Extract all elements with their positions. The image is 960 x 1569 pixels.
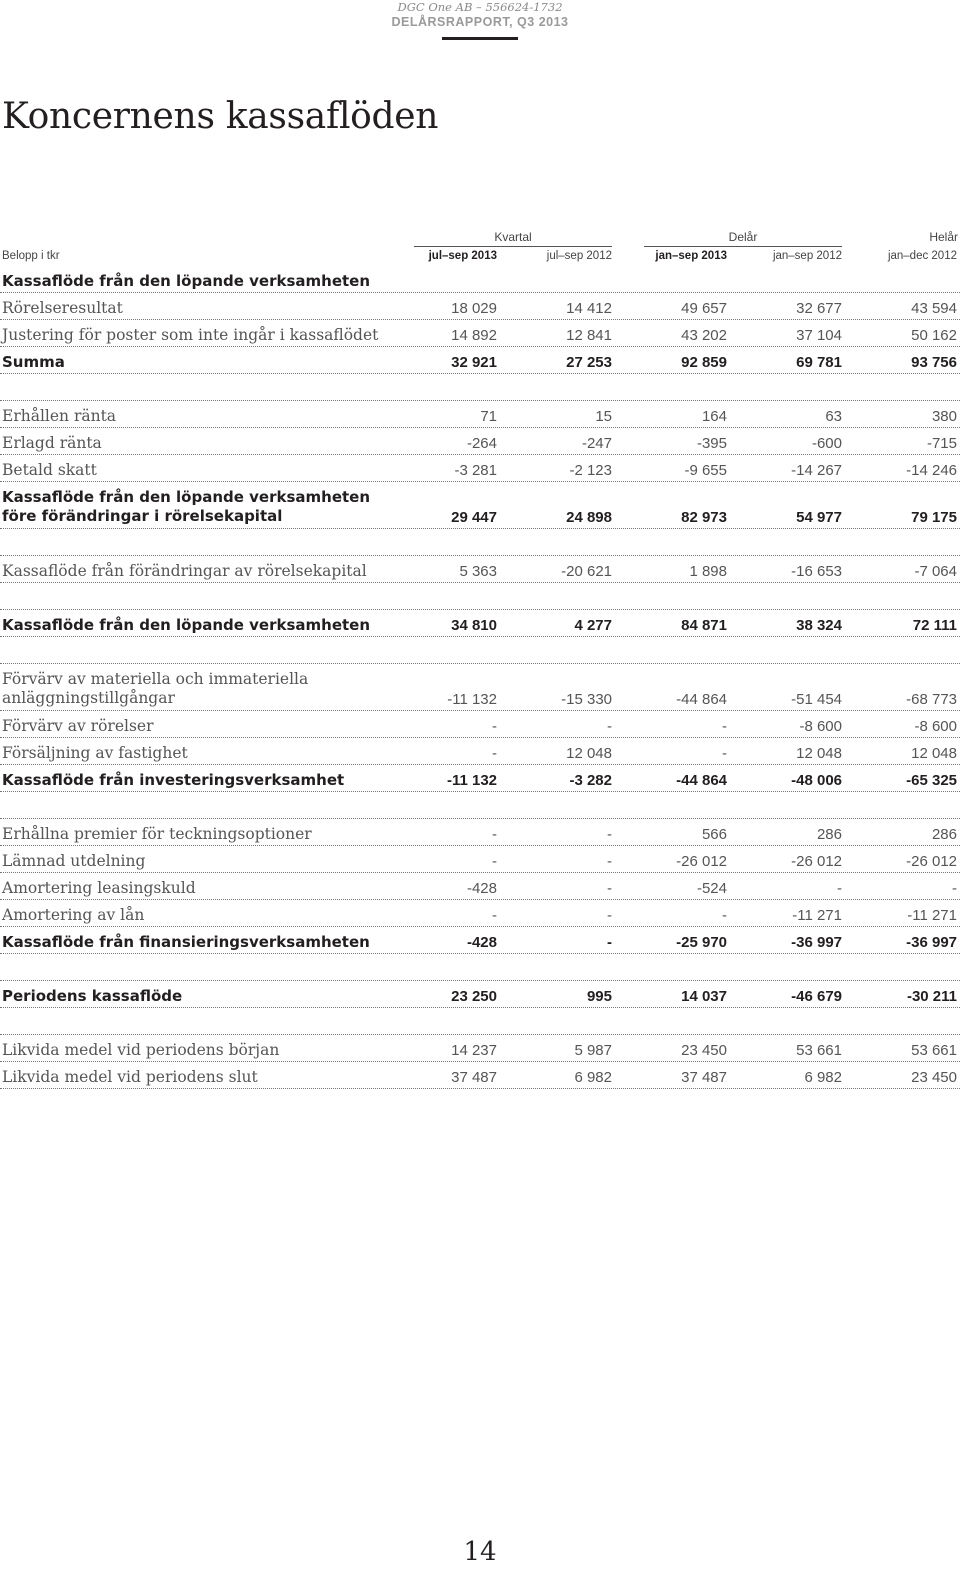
cell-c5: 72 111	[912, 617, 957, 634]
cell-c4: 63	[825, 408, 842, 425]
cell-c2: 24 898	[566, 509, 612, 526]
table-row	[0, 482, 960, 529]
group-delar: Delår	[644, 230, 842, 247]
column-headers	[0, 250, 960, 266]
row-label: Justering för poster som inte ingår i kassaflödet	[2, 326, 379, 344]
row-label: Amortering av lån	[2, 906, 145, 924]
cell-c2: -15 330	[561, 691, 612, 708]
cell-c2: -	[607, 880, 612, 897]
cell-c4: -600	[811, 435, 842, 452]
cell-c5: 43 594	[911, 300, 957, 317]
cell-c2: -	[607, 934, 612, 951]
table-row	[0, 347, 960, 374]
row-label: Erlagd ränta	[2, 434, 102, 452]
cell-c2: 12 841	[566, 327, 612, 344]
cell-c1: 18 029	[451, 300, 497, 317]
col-header-3: jan–sep 2013	[655, 250, 727, 262]
unit-label: Belopp i tkr	[2, 250, 60, 262]
col-header-1: jul–sep 2013	[428, 250, 497, 262]
cell-c4: -48 006	[791, 772, 842, 789]
cell-c4: 286	[816, 826, 842, 843]
column-groups	[0, 230, 960, 250]
cell-c2: 6 982	[574, 1069, 612, 1086]
cell-c2: -	[607, 718, 612, 735]
cell-c4: -	[837, 880, 842, 897]
cell-c2: -20 621	[561, 563, 612, 580]
row-label: Summa	[2, 353, 65, 371]
cell-c3: -	[722, 718, 727, 735]
cell-c3: -44 864	[676, 772, 727, 789]
page-header	[0, 0, 960, 40]
cell-c5: 286	[931, 826, 957, 843]
table-row	[0, 1062, 960, 1089]
cell-c1: -264	[466, 435, 497, 452]
table-row	[0, 765, 960, 792]
cell-c4: 32 677	[796, 300, 842, 317]
row-label: Kassaflöde från investeringsverksamhet	[2, 771, 345, 789]
cell-c3: 37 487	[681, 1069, 727, 1086]
cell-c3: 49 657	[681, 300, 727, 317]
cell-c4: 38 324	[796, 617, 842, 634]
cell-c5: -8 600	[914, 718, 957, 735]
cell-c3: 566	[701, 826, 727, 843]
cell-c3: -26 012	[676, 853, 727, 870]
cell-c1: -	[492, 826, 497, 843]
table-row	[0, 738, 960, 765]
cell-c5: 50 162	[911, 327, 957, 344]
table-spacer	[0, 374, 960, 401]
table-row	[0, 556, 960, 583]
row-label: Amortering leasingskuld	[2, 879, 196, 897]
table-row	[0, 819, 960, 846]
cell-c1: 37 487	[451, 1069, 497, 1086]
cell-c4: 54 977	[796, 509, 842, 526]
cell-c2: -3 282	[569, 772, 612, 789]
cell-c1: -	[492, 853, 497, 870]
cell-c5: 23 450	[911, 1069, 957, 1086]
cell-c1: -11 132	[447, 691, 497, 708]
cell-c4: 12 048	[796, 745, 842, 762]
table-row	[0, 846, 960, 873]
cell-c1: 23 250	[451, 988, 497, 1005]
table-spacer	[0, 954, 960, 981]
cell-c5: -	[952, 880, 957, 897]
cell-c5: -68 773	[906, 691, 957, 708]
cell-c4: 53 661	[796, 1042, 842, 1059]
row-label: Kassaflöde från finansieringsverksamheten	[2, 933, 370, 951]
cell-c3: -	[722, 745, 727, 762]
cell-c3: -	[722, 907, 727, 924]
row-label: Lämnad utdelning	[2, 852, 146, 870]
group-helar: Helår	[929, 230, 958, 244]
cell-c5: -36 997	[906, 934, 957, 951]
table-row	[0, 401, 960, 428]
row-label: Likvida medel vid periodens början	[2, 1041, 280, 1059]
cell-c2: -2 123	[569, 462, 612, 479]
cell-c1: 29 447	[451, 509, 497, 526]
cell-c5: 53 661	[911, 1042, 957, 1059]
cell-c3: 23 450	[681, 1042, 727, 1059]
cell-c5: -14 246	[906, 462, 957, 479]
cell-c4: -51 454	[791, 691, 842, 708]
row-label: Betald skatt	[2, 461, 97, 479]
cell-c4: -16 653	[791, 563, 842, 580]
page-title: Koncernens kassaflöden	[2, 96, 439, 137]
row-label: Förvärv av materiella och immateriella anläggningstillgångar	[2, 670, 309, 707]
table-row	[0, 266, 960, 293]
cell-c4: -11 271	[792, 907, 842, 924]
cell-c2: -	[607, 826, 612, 843]
cell-c1: 5 363	[459, 563, 497, 580]
cell-c2: -247	[581, 435, 612, 452]
cell-c4: -46 679	[791, 988, 842, 1005]
cell-c3: -44 864	[676, 691, 727, 708]
cell-c4: -8 600	[799, 718, 842, 735]
table-row	[0, 981, 960, 1008]
cell-c1: 32 921	[451, 354, 497, 371]
cell-c4: -26 012	[791, 853, 842, 870]
cell-c3: -395	[696, 435, 727, 452]
cell-c1: -428	[466, 934, 497, 951]
cell-c2: 15	[595, 408, 612, 425]
cell-c2: 995	[586, 988, 612, 1005]
cell-c3: -524	[696, 880, 727, 897]
table-row	[0, 900, 960, 927]
cell-c4: 6 982	[804, 1069, 842, 1086]
cell-c3: 84 871	[681, 617, 727, 634]
cell-c1: -	[492, 718, 497, 735]
col-header-2: jul–sep 2012	[546, 250, 612, 262]
cell-c1: 14 237	[451, 1042, 497, 1059]
cashflow-table	[0, 266, 960, 1089]
row-label: Kassaflöde från den löpande verksamheten	[2, 616, 371, 634]
cell-c3: -9 655	[684, 462, 727, 479]
cell-c2: 12 048	[566, 745, 612, 762]
cell-c5: 93 756	[911, 354, 957, 371]
cell-c5: -7 064	[914, 563, 957, 580]
row-label: Kassaflöde från den löpande verksamheten	[2, 272, 371, 290]
table-row	[0, 664, 960, 711]
cell-c4: -14 267	[791, 462, 842, 479]
cell-c2: -	[607, 853, 612, 870]
row-label: Försäljning av fastighet	[2, 744, 188, 762]
cell-c1: 14 892	[451, 327, 497, 344]
cell-c3: 164	[701, 408, 727, 425]
cell-c4: 69 781	[796, 354, 842, 371]
cell-c1: -428	[466, 880, 497, 897]
table-row	[0, 428, 960, 455]
table-row	[0, 610, 960, 637]
cell-c5: -11 271	[907, 907, 957, 924]
row-label: Periodens kassaflöde	[2, 987, 183, 1005]
group-kvartal: Kvartal	[414, 230, 612, 247]
cell-c5: -26 012	[906, 853, 957, 870]
cell-c2: -	[607, 907, 612, 924]
row-label: Kassaflöde från den löpande verksamheten före förändringar i rörelsekapital	[2, 488, 371, 525]
cell-c2: 27 253	[566, 354, 612, 371]
cell-c3: 82 973	[681, 509, 727, 526]
cell-c3: 14 037	[681, 988, 727, 1005]
cell-c4: -36 997	[791, 934, 842, 951]
table-row	[0, 711, 960, 738]
cell-c3: 92 859	[681, 354, 727, 371]
table-spacer	[0, 792, 960, 819]
cell-c1: -3 281	[454, 462, 497, 479]
table-row	[0, 455, 960, 482]
table-spacer	[0, 1008, 960, 1035]
cell-c2: 14 412	[566, 300, 612, 317]
cell-c4: 37 104	[796, 327, 842, 344]
table-row	[0, 293, 960, 320]
row-label: Likvida medel vid periodens slut	[2, 1068, 258, 1086]
cell-c5: 79 175	[911, 509, 957, 526]
cell-c5: -65 325	[906, 772, 957, 789]
table-row	[0, 320, 960, 347]
table-row	[0, 1035, 960, 1062]
header-divider	[442, 37, 518, 40]
col-header-5: jan–dec 2012	[887, 250, 957, 262]
cell-c3: -25 970	[676, 934, 727, 951]
report-name: DELÅRSRAPPORT, Q3 2013	[391, 15, 569, 29]
cell-c3: 1 898	[689, 563, 727, 580]
table-row	[0, 927, 960, 954]
page-number: 14	[463, 1537, 497, 1567]
row-label: Erhållen ränta	[2, 407, 117, 425]
cell-c5: -715	[926, 435, 957, 452]
table-spacer	[0, 529, 960, 556]
cell-c2: 5 987	[574, 1042, 612, 1059]
cell-c3: 43 202	[681, 327, 727, 344]
row-label: Förvärv av rörelser	[2, 717, 154, 735]
cell-c1: 34 810	[451, 617, 497, 634]
cell-c5: 12 048	[911, 745, 957, 762]
row-label: Rörelseresultat	[2, 299, 123, 317]
table-row	[0, 873, 960, 900]
cell-c1: -11 132	[446, 772, 497, 789]
cell-c1: -	[492, 907, 497, 924]
cell-c5: 380	[931, 408, 957, 425]
table-spacer	[0, 637, 960, 664]
cell-c5: -30 211	[906, 988, 957, 1005]
row-label: Erhållna premier för teckningsoptioner	[2, 825, 312, 843]
cell-c1: 71	[480, 408, 497, 425]
col-header-4: jan–sep 2012	[772, 250, 842, 262]
cell-c1: -	[492, 745, 497, 762]
company-name: DGC One AB – 556624-1732	[397, 0, 563, 14]
cell-c2: 4 277	[574, 617, 612, 634]
table-spacer	[0, 583, 960, 610]
row-label: Kassaflöde från förändringar av rörelsekapital	[2, 562, 367, 580]
